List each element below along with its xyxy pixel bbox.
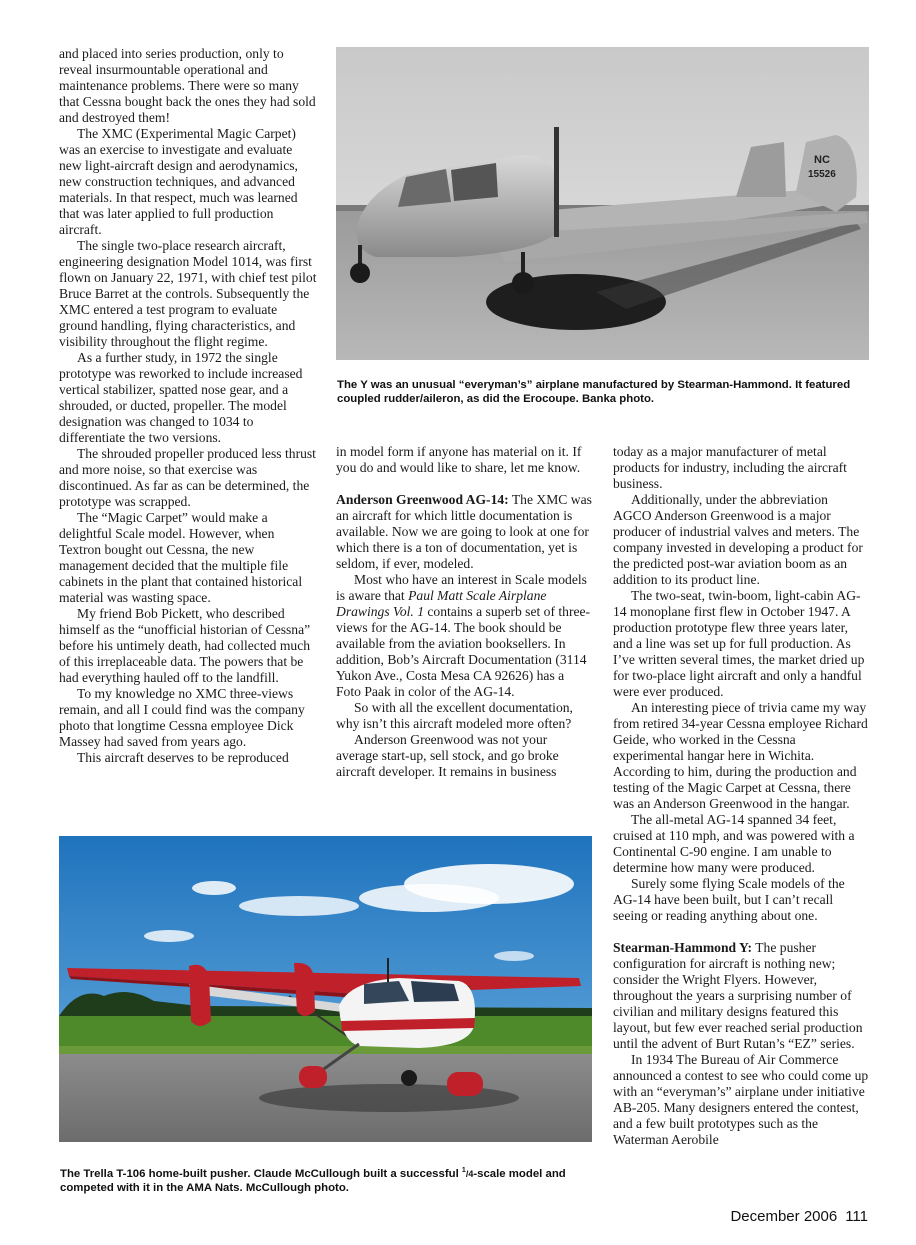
paragraph: Anderson Greenwood was not your average start-up, sell stock, and go broke aircraft developer. It remains in business [336,732,559,779]
paragraph: So with all the excellent documentation, why isn’t this aircraft modeled more often? [336,700,573,731]
fraction-numerator: 1 [461,1167,466,1174]
article-column-2 [336,444,592,780]
photo-caption-2 [60,1164,596,1195]
paragraph [336,492,592,572]
page-number: 111 [845,1208,868,1225]
paragraph: today as a major manufacturer of metal products for industry, including the aircraft business. [613,444,847,491]
section-heading: Stearman-Hammond Y: [613,940,753,955]
paragraph [613,940,869,1052]
paragraph: My friend Bob Pickett, who described himself as the “unofficial historian of Cessna” before his untimely death, had collected much of this irreplaceable data. The powers that be had everything hauled off to the landfill. [59,606,311,685]
tail-marking-1: NC [814,154,830,166]
paragraph: The “Magic Carpet” would make a delightful Scale model. However, when Textron bought out Cessna, the new management decided that the multiple file cabinets in the plant that contained historical material was wasting space. [59,510,303,605]
stearman-hammond-y-photo [336,47,869,360]
paragraph: To my knowledge no XMC three-views remain, and all I could find was the company photo that longtime Cessna employee Dick Massey had saved from years ago. [59,686,305,749]
paragraph: Additionally, under the abbreviation AGCO Anderson Greenwood is a major producer of industrial valves and meters. The company invested in developing a product for the predicted post-war aviation boom as an addition to its product line. [613,492,863,587]
paragraph [336,572,592,700]
paragraph: The single two-place research aircraft, engineering designation Model 1014, was first flown on January 22, 1971, with chief test pilot Bruce Barret at the controls. Subsequently the XMC entered a test program to evaluate ground handling, flying characteristics, and visibility throughout the flight regime. [59,238,317,349]
fraction-denominator: /4 [465,1168,474,1179]
article-column-3 [613,444,869,1148]
paragraph-text: contains a superb set of three-views for the AG-14. The book should be available from the aviation booksellers. In addition, Bob’s Aircraft Documentation (3114 Yukon Ave., Costa Mesa CA 92626) has a Foto Paak in color of the AG-14. [336,604,591,699]
trella-t106-photo [59,836,592,1142]
paragraph: As a further study, in 1972 the single prototype was reworked to include increased vertical stabilizer, spatted nose gear, and a shrouded, or ducted, propeller. The model designation was changed to 1034 to differentiate the two versions. [59,350,303,445]
paragraph: The shrouded propeller produced less thrust and more noise, so that exercise was discontinued. As far as can be determined, the prototype was scrapped. [59,446,316,509]
caption-text: The Trella T-106 home-built pusher. Claude McCullough built a successful [60,1167,462,1180]
issue-date: December 2006 [730,1208,838,1225]
paragraph: The XMC (Experimental Magic Carpet) was an exercise to investigate and evaluate new light-aircraft design and aerodynamics, new construction techniques, and advanced materials. In that respect, much was learned that was later applied to full production aircraft. [59,126,298,237]
article-column-1 [59,46,317,766]
caption-text: -scale model and competed with it in the AMA Nats. McCullough photo. [60,1167,566,1194]
tail-marking-2: 15526 [808,169,836,180]
photo-caption-1: The Y was an unusual “everyman’s” airplane manufactured by Stearman-Hammond. It featured coupled rudder/aileron, as did the Erocoupe. Banka photo. [337,379,851,405]
paragraph: This aircraft deserves to be reproduced [77,750,289,765]
paragraph: in model form if anyone has material on it. If you do and would like to share, let me know. [336,444,582,475]
section-heading: Anderson Greenwood AG-14: [336,492,509,507]
paragraph: In 1934 The Bureau of Air Commerce announced a contest to see who could come up with an “everyman’s” airplane under initiative AB-205. Many designers entered the contest, and a few built prototypes such as the Waterman Aerobile [613,1052,869,1147]
paragraph: and placed into series production, only to reveal insurmountable operational and maintenance problems. There were so many that Cessna bought back the ones they had sold and destroyed them! [59,46,316,125]
paragraph: Surely some flying Scale models of the AG-14 have been built, but I can’t recall seeing or reading anything about one. [613,876,845,923]
paragraph: The two-seat, twin-boom, light-cabin AG-14 monoplane first flew in October 1947. A production prototype flew three years later, and a line was set up for full production. As I’ve written several times, the market dried up for two-place light aircraft and only a handful were ever produced. [613,588,865,699]
paragraph: The all-metal AG-14 spanned 34 feet, cruised at 110 mph, and was powered with a Continental C-90 engine. I am unable to determine how many were produced. [613,812,855,875]
book-title: Paul Matt Scale Airplane Drawings Vol. 1 [336,588,547,619]
paragraph-text: The pusher configuration for aircraft is nothing new; consider the Wright Flyers. However, throughout the years a surprising number of civilian and military designs featured this layout, but few ever reached serial production until the advent of Burt Rutan’s “EZ” series. [613,940,863,1051]
page-footer [730,1208,868,1225]
paragraph-text: The XMC was an aircraft for which little documentation is available. Now we are going to look at one for which there is a ton of documentation, yet is seldom, if ever, modeled. [336,492,592,571]
paragraph: An interesting piece of trivia came my way from retired 34-year Cessna employee Richard Geide, who worked in the Cessna experimental hangar here in Wichita. According to him, during the production and testing of the Magic Carpet at Cessna, there was an Anderson Greenwood in the hangar. [613,700,868,811]
paragraph-text: Most who have an interest in Scale models is aware that [336,572,587,603]
